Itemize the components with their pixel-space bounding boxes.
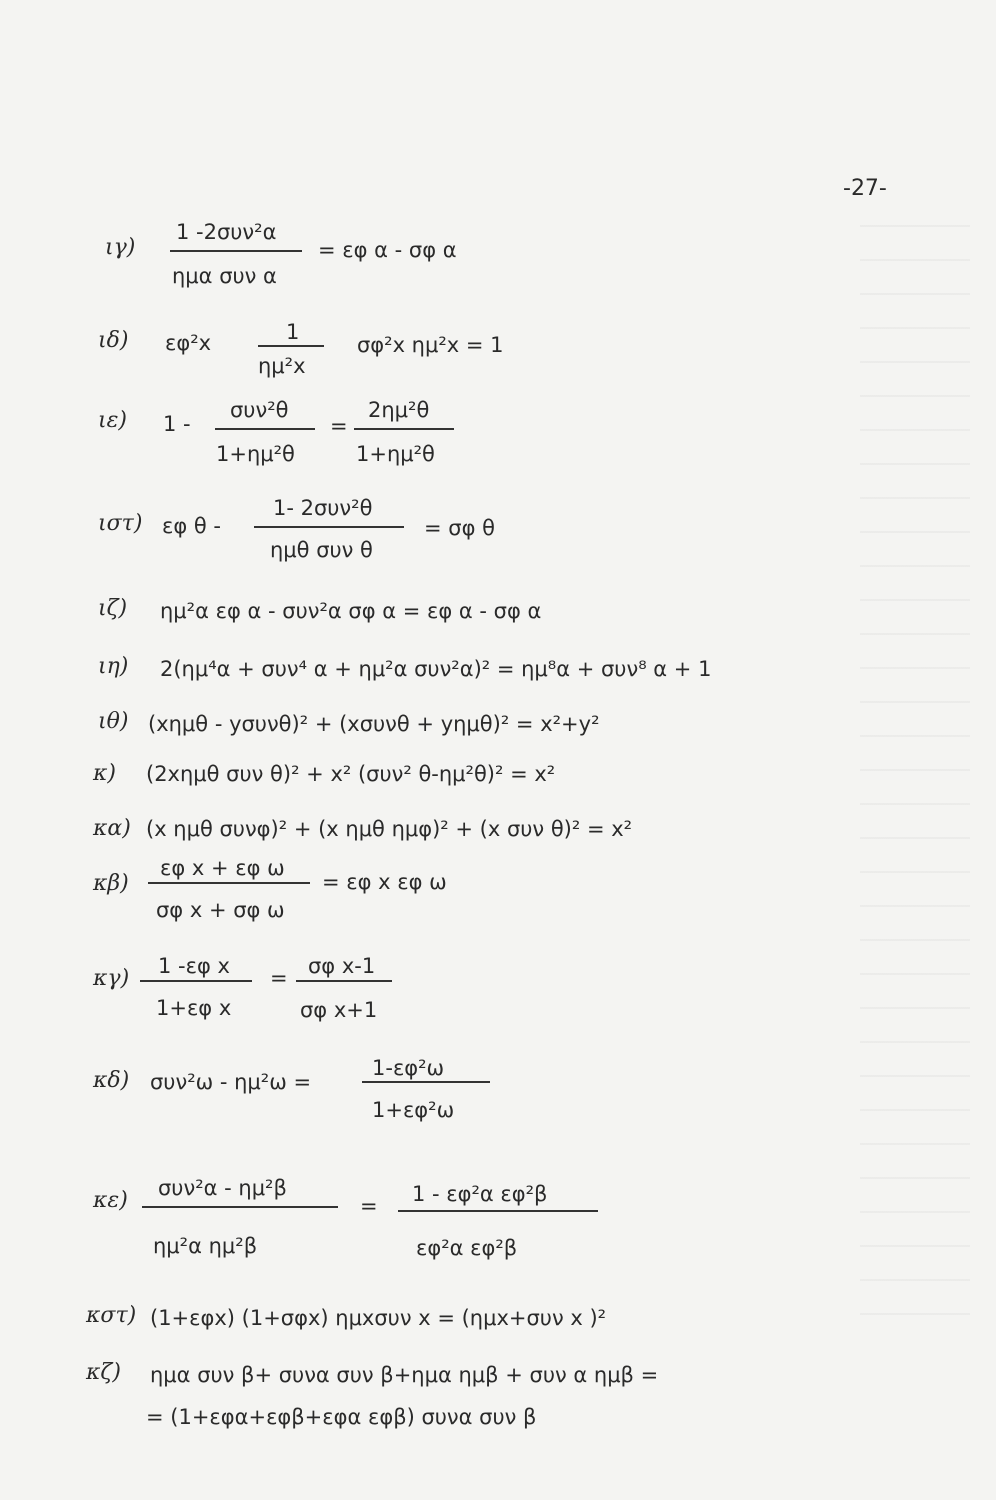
left-hand-side: συν²ω - ημ²ω = xyxy=(150,1070,312,1094)
fraction-numerator: 1- 2συν²θ xyxy=(273,496,373,520)
bleed-through-text xyxy=(860,225,970,1325)
fraction-bar xyxy=(254,526,404,528)
fraction-bar xyxy=(140,980,252,982)
item-label: ιδ) xyxy=(98,328,129,353)
item-label: κδ) xyxy=(93,1068,130,1093)
fraction-bar xyxy=(258,345,324,347)
fraction-denominator: εφ²α εφ²β xyxy=(416,1236,518,1260)
right-hand-side: = σφ θ xyxy=(424,516,495,540)
fraction-numerator: συν²θ xyxy=(230,398,289,422)
item-label: ιη) xyxy=(98,654,129,679)
fraction-bar xyxy=(296,980,392,982)
fraction-bar xyxy=(398,1210,598,1212)
fraction-numerator: 1-εφ²ω xyxy=(372,1056,445,1080)
fraction-numerator: σφ x-1 xyxy=(308,954,376,978)
equals-sign: = xyxy=(270,966,288,990)
fraction-numerator: εφ x + εφ ω xyxy=(160,856,285,880)
item-label: ιε) xyxy=(98,408,128,433)
item-label: ιστ) xyxy=(98,511,143,536)
fraction-numerator: 1 xyxy=(286,320,300,344)
item-label: κστ) xyxy=(86,1303,137,1328)
equals-sign: = xyxy=(360,1194,378,1218)
fraction-numerator: συν²α - ημ²β xyxy=(158,1176,287,1200)
expression-prefix: εφ²x xyxy=(165,331,212,355)
fraction-denominator: ημθ συν θ xyxy=(270,538,373,562)
fraction-denominator: ημ²α ημ²β xyxy=(153,1234,258,1258)
identity-expression: (x ημθ συνφ)² + (x ημθ ημφ)² + (x συν θ)² = x² xyxy=(146,817,633,841)
identity-expression: (xημθ - yσυνθ)² + (xσυνθ + yημθ)² = x²+y² xyxy=(148,712,600,736)
expression-prefix: εφ θ - xyxy=(162,514,221,538)
fraction-bar xyxy=(362,1081,490,1083)
fraction-numerator: 2ημ²θ xyxy=(368,398,430,422)
identity-expression: ημ²α εφ α - συν²α σφ α = εφ α - σφ α xyxy=(160,599,542,623)
expression-prefix: 1 - xyxy=(163,412,191,436)
right-hand-side: = εφ α - σφ α xyxy=(318,238,457,262)
item-label: κ) xyxy=(93,761,117,786)
fraction-numerator: 1 -2συν²α xyxy=(176,220,277,244)
equals-sign: = xyxy=(330,414,348,438)
identity-expression: ημα συν β+ συνα συν β+ημα ημβ + συν α ημβ = xyxy=(150,1363,659,1387)
fraction-denominator: 1+ημ²θ xyxy=(216,442,295,466)
fraction-denominator: 1+εφ x xyxy=(156,996,232,1020)
item-label: κε) xyxy=(93,1188,128,1213)
item-label: ιθ) xyxy=(98,709,129,734)
fraction-denominator: σφ x+1 xyxy=(300,998,378,1022)
item-label: κγ) xyxy=(93,966,130,991)
item-label: ιγ) xyxy=(105,235,136,260)
fraction-bar xyxy=(215,428,315,430)
right-hand-side: σφ²x ημ²x = 1 xyxy=(357,333,504,357)
item-label: κζ) xyxy=(86,1360,121,1385)
right-hand-side: = εφ x εφ ω xyxy=(322,870,447,894)
fraction-numerator: 1 - εφ²α εφ²β xyxy=(412,1182,548,1206)
fraction-bar xyxy=(148,882,310,884)
fraction-denominator: σφ x + σφ ω xyxy=(156,898,285,922)
item-label: κα) xyxy=(93,816,131,841)
item-label: ιζ) xyxy=(98,596,128,621)
identity-expression: (1+εφx) (1+σφx) ημxσυν x = (ημx+συν x )² xyxy=(150,1306,607,1330)
fraction-denominator: ημ²x xyxy=(258,354,306,378)
fraction-numerator: 1 -εφ x xyxy=(158,954,230,978)
fraction-bar xyxy=(170,250,302,252)
fraction-denominator: ημα συν α xyxy=(172,264,277,288)
fraction-bar xyxy=(142,1206,338,1208)
fraction-bar xyxy=(354,428,454,430)
item-label: κβ) xyxy=(93,871,129,896)
page-number: -27- xyxy=(843,176,887,201)
identity-expression-continuation: = (1+εφα+εφβ+εφα εφβ) συνα συν β xyxy=(146,1405,537,1429)
fraction-denominator: 1+εφ²ω xyxy=(372,1098,455,1122)
identity-expression: (2xημθ συν θ)² + x² (συν² θ-ημ²θ)² = x² xyxy=(146,762,556,786)
fraction-denominator: 1+ημ²θ xyxy=(356,442,435,466)
identity-expression: 2(ημ⁴α + συν⁴ α + ημ²α συν²α)² = ημ⁸α + συν⁸ α + 1 xyxy=(160,657,712,681)
